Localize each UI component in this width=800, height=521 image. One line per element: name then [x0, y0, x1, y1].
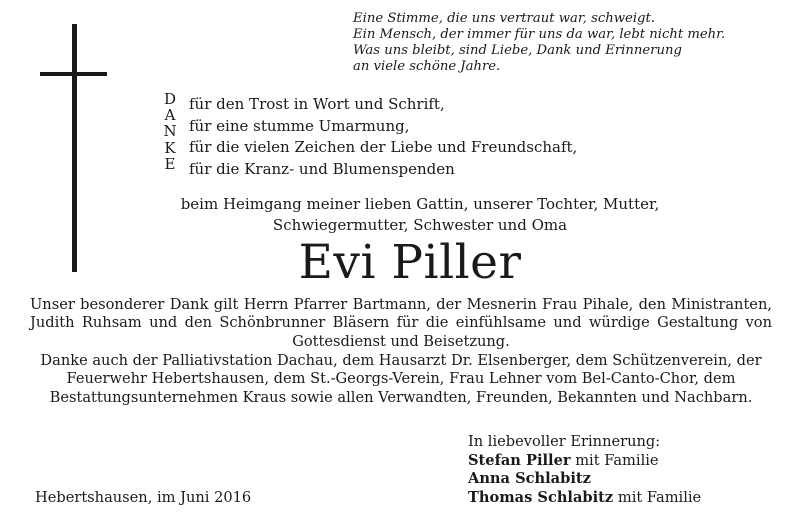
acknowledgement-paragraph-2: Danke auch der Palliativstation Dachau, dem Hausarzt Dr. Elsenberger, dem Schützenverein, der Feuerwehr Hebertshausen, dem St.-Georgs-Verein, Frau Lehner vom Bel-Canto-Chor, dem Bestattungsunternehmen Kraus sowie allen Verwandten, Freunden, Bekannten und Nachbarn.	[40, 352, 762, 406]
danke-letter: K	[164, 138, 176, 157]
signer-line	[468, 470, 701, 489]
signer-line	[468, 489, 701, 508]
danke-letter: A	[164, 106, 176, 125]
deceased-name: Evi Piller	[298, 235, 522, 290]
thanks-line: für die Kranz- und Blumenspenden	[189, 159, 455, 178]
signer-suffix: mit Familie	[570, 451, 659, 469]
danke-vertical-word	[160, 91, 180, 172]
signer-suffix: mit Familie	[613, 488, 702, 506]
thanks-line: für den Trost in Wort und Schrift,	[189, 95, 445, 113]
occasion-line: beim Heimgang meiner lieben Gattin, unserer Tochter, Mutter,	[180, 195, 660, 213]
occasion-text	[120, 194, 720, 236]
cross-icon	[72, 24, 77, 272]
poem	[353, 11, 725, 75]
poem-line: Ein Mensch, der immer für uns da war, lebt nicht mehr.	[353, 27, 726, 42]
poem-line: Was uns bleibt, sind Liebe, Dank und Erinnerung	[353, 43, 682, 58]
danke-letter: E	[164, 154, 176, 173]
poem-line: an viele schöne Jahre.	[353, 59, 501, 74]
poem-line: Eine Stimme, die uns vertraut war, schweigt.	[353, 11, 655, 26]
cross-bar	[40, 72, 107, 76]
occasion-line: Schwiegermutter, Schwester und Oma	[272, 216, 568, 234]
danke-letter: D	[163, 90, 177, 108]
signer-name: Stefan Piller	[468, 451, 571, 469]
signer-name: Anna Schlabitz	[468, 470, 591, 487]
signer-line	[468, 452, 701, 471]
danke-letter: N	[163, 122, 177, 141]
thanks-list	[189, 94, 577, 180]
signature-block	[468, 433, 701, 507]
closing-intro: In liebevoller Erinnerung:	[468, 433, 661, 450]
acknowledgement-paragraph-1: Unser besonderer Dank gilt Herrn Pfarrer Bartmann, der Mesnerin Frau Pihale, den Ministranten, Judith Ruhsam und den Schönbrunner Bläsern für die einfühlsame und würdige Gestaltung von Gottesdienst und Beisetzung.	[30, 296, 772, 350]
place-date: Hebertshausen, im Juni 2016	[35, 489, 252, 506]
signer-name: Thomas Schlabitz	[468, 488, 614, 506]
thanks-line: für die vielen Zeichen der Liebe und Freundschaft,	[189, 138, 578, 156]
thanks-line: für eine stumme Umarmung,	[189, 116, 410, 135]
